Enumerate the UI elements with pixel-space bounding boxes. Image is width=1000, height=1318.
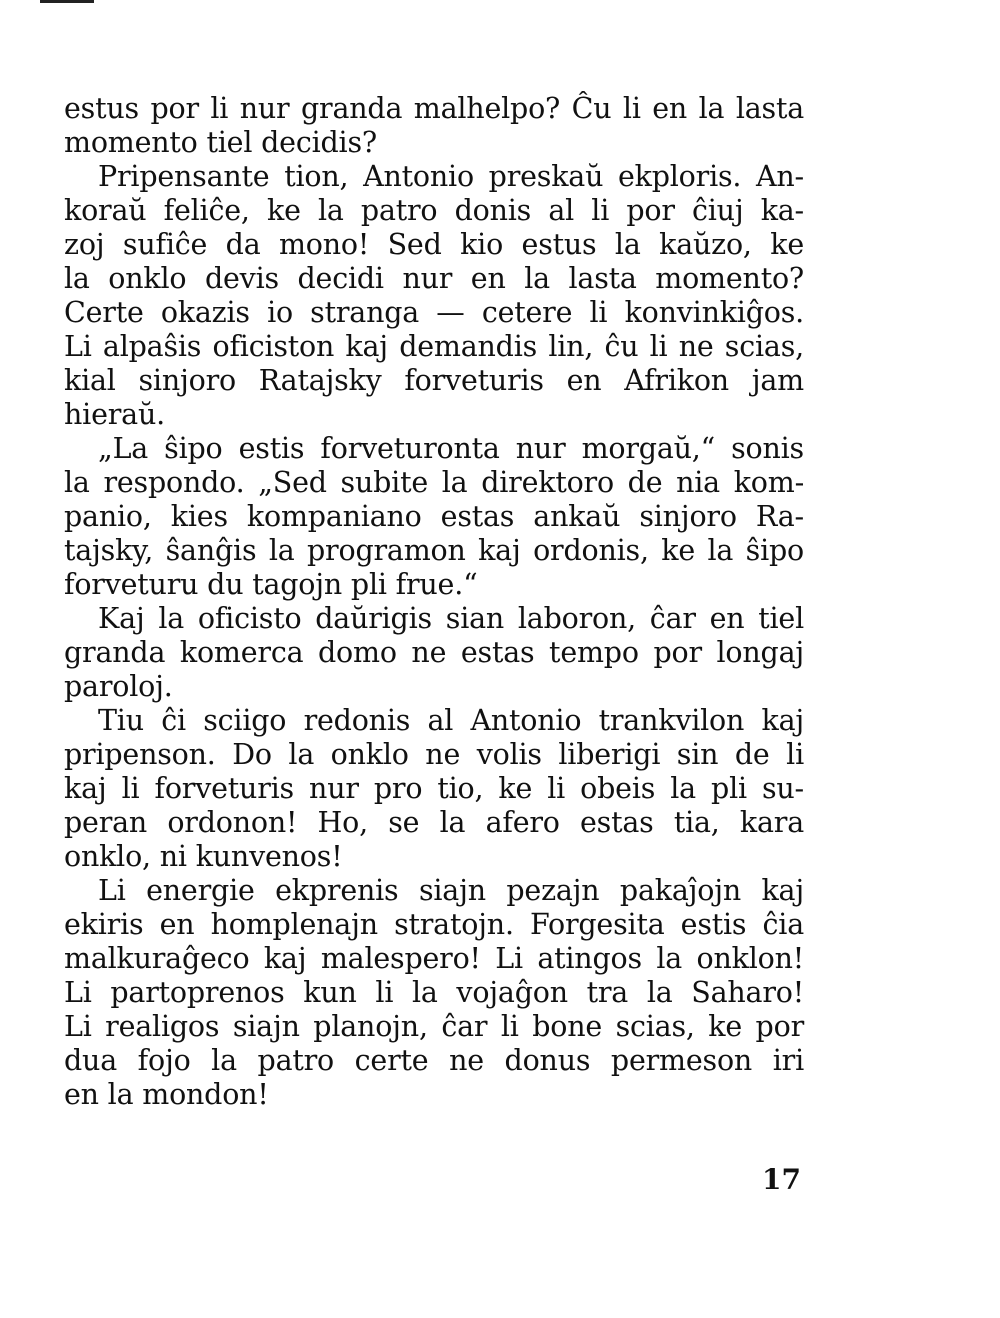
text-line: hieraŭ. bbox=[64, 398, 165, 431]
text-line: peran ordonon! Ho, se la afero estas tia, kara bbox=[64, 806, 804, 839]
text-line: granda komerca domo ne estas tempo por longaj bbox=[64, 636, 804, 669]
text-line: la respondo. „Sed subite la direktoro de nia kom- bbox=[64, 466, 804, 499]
page-text bbox=[64, 92, 804, 1112]
text-line: zoj sufiĉe da mono! Sed kio estus la kaŭzo, ke bbox=[64, 228, 804, 261]
text-line: estus por li nur granda malhelpo? Ĉu li en la lasta bbox=[64, 92, 804, 125]
text-line: dua fojo la patro certe ne donus permeson iri bbox=[64, 1044, 804, 1077]
top-edge-mark bbox=[40, 0, 94, 3]
text-line: en la mondon! bbox=[64, 1078, 269, 1111]
text-line: forveturu du tagojn pli frue.“ bbox=[64, 568, 478, 601]
page-number: 17 bbox=[762, 1163, 801, 1196]
text-line: koraŭ feliĉe, ke la patro donis al li por ĉiuj ka- bbox=[64, 194, 804, 227]
paragraph-start-line: „La ŝipo estis forveturonta nur morgaŭ,“ sonis bbox=[98, 432, 804, 465]
text-line: onklo, ni kunvenos! bbox=[64, 840, 343, 873]
text-line: Certe okazis io stranga — cetere li konvinkiĝos. bbox=[64, 296, 804, 329]
text-line: panio, kies kompaniano estas ankaŭ sinjoro Ra- bbox=[64, 500, 804, 533]
text-line: Li partoprenos kun li la vojaĝon tra la Saharo! bbox=[64, 976, 804, 1009]
text-line: malkuraĝeco kaj malespero! Li atingos la onklon! bbox=[64, 942, 804, 975]
text-line: kaj li forveturis nur pro tio, ke li obeis la pli su- bbox=[64, 772, 804, 805]
paragraph-start-line: Tiu ĉi sciigo redonis al Antonio trankvilon kaj bbox=[98, 704, 804, 737]
text-line: la onklo devis decidi nur en la lasta momento? bbox=[64, 262, 804, 295]
paragraph-start-line: Li energie ekprenis siajn pezajn pakaĵojn kaj bbox=[98, 874, 804, 907]
text-line: momento tiel decidis? bbox=[64, 126, 377, 159]
text-line: ekiris en homplenajn stratojn. Forgesita estis ĉia bbox=[64, 908, 804, 941]
text-line: kial sinjoro Ratajsky forveturis en Afrikon jam bbox=[64, 364, 804, 397]
paragraph-start-line: Kaj la oficisto daŭrigis sian laboron, ĉar en tiel bbox=[98, 602, 804, 635]
text-line: pripenson. Do la onklo ne volis liberigi sin de li bbox=[64, 738, 804, 771]
text-line: paroloj. bbox=[64, 670, 173, 703]
text-line: Li realigos siajn planojn, ĉar li bone scias, ke por bbox=[64, 1010, 804, 1043]
text-line: tajsky, ŝanĝis la programon kaj ordonis, ke la ŝipo bbox=[64, 534, 804, 567]
paragraph-start-line: Pripensante tion, Antonio preskaŭ ekploris. An- bbox=[98, 160, 804, 193]
text-line: Li alpaŝis oficiston kaj demandis lin, ĉu li ne scias, bbox=[64, 330, 804, 363]
